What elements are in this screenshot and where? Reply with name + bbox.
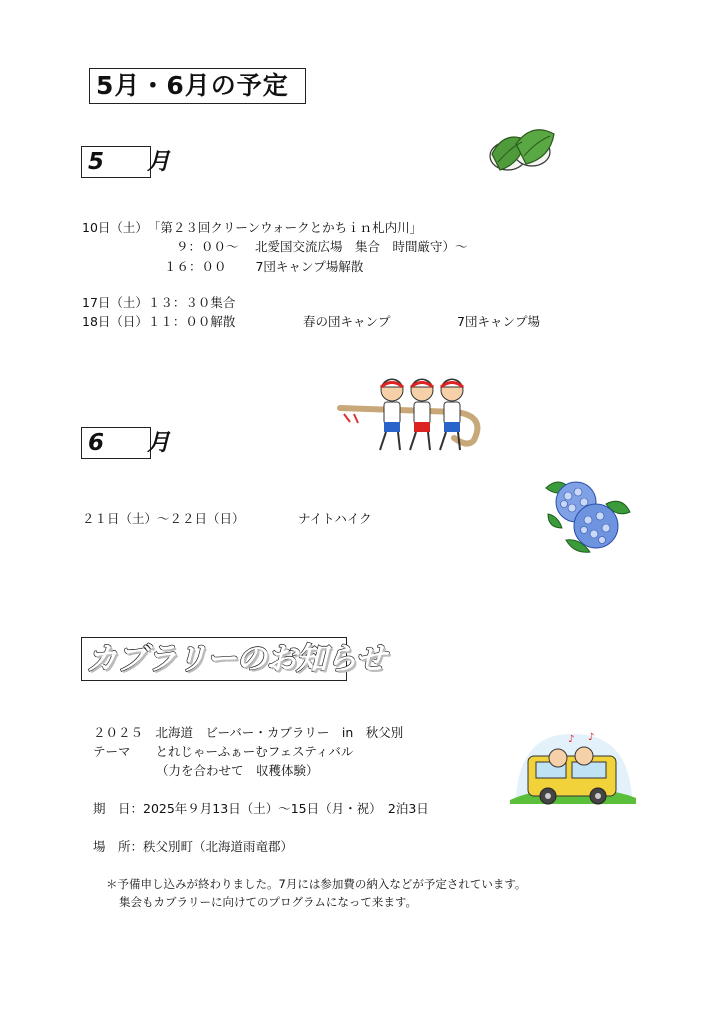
june-dates: ２１日（土）～２２日（日） (82, 511, 245, 526)
kaburally-note-2: 集会もカブラリーに向けてのプログラムになって来ます。 (119, 895, 417, 909)
kaburally-note-1: ＊予備申し込みが終わりました。7月には参加費の納入などが予定されています。 (106, 877, 527, 891)
may-heading: 5 月 (81, 146, 151, 178)
svg-text:♪: ♪ (588, 732, 595, 743)
bus-illustration (510, 728, 636, 810)
kaburally-theme: テーマ とれじゃーふぁーむフェスティバル (93, 744, 354, 759)
may-camp-name: 春の団キャンプ (303, 314, 391, 329)
may-camp-place: 7団キャンプ場 (457, 314, 540, 329)
kaburally-event: ２０２５ 北海道 ビーバー・カブラリー in 秋父別 (93, 725, 404, 740)
hydrangea-illustration (544, 474, 632, 558)
kashiwa-mochi-illustration (488, 120, 560, 180)
june-event: ナイトハイク (298, 511, 372, 526)
june-heading: 6 月 (81, 427, 151, 459)
kaburally-heading: カブラリーのお知らせ (81, 637, 347, 681)
page-title: 5月・6月の予定 (89, 68, 306, 104)
may-line-camp-end: 18日（日）１１：００解散 (82, 314, 236, 329)
may-line-clean-walk: 10日（土） 「第２３回クリーンウォークとかちｉｎ札内川」 (82, 220, 423, 235)
may-line-dismiss: １６：００ 7団キャンプ場解散 (164, 259, 364, 274)
kaburally-place: 場 所：秩父別町（北海道雨竜郡） (93, 839, 294, 854)
tug-of-war-illustration (336, 368, 492, 460)
may-line-meeting: ９：００～ 北愛国交流広場 集合 時間厳守）～ (176, 239, 468, 254)
may-line-camp-start: 17日（土）１３：３０集合 (82, 295, 236, 310)
svg-text:♪: ♪ (568, 734, 575, 745)
kaburally-dates: 期 日：2025年９月13日（土）～15日（月・祝） 2泊3日 (93, 801, 429, 816)
kaburally-subtheme: （力を合わせて 収穫体験） (156, 763, 319, 778)
